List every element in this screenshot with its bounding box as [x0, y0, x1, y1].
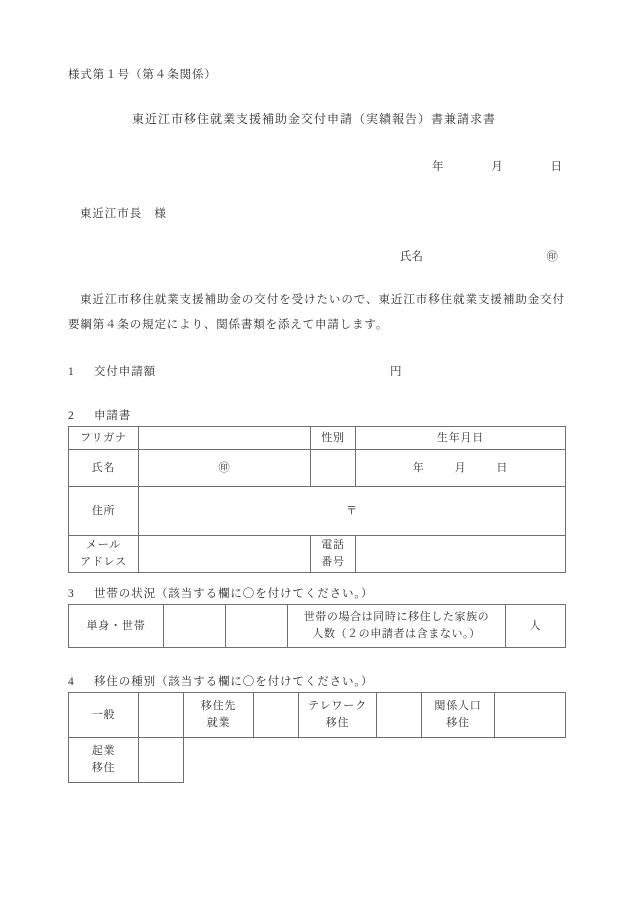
migration-option-relation-line1: 関係人口: [434, 700, 482, 712]
addressee: 東近江市長 様: [80, 208, 167, 220]
phone-label-line2: 番号: [321, 556, 345, 568]
migration-option-relation-checkbox[interactable]: [495, 693, 566, 738]
email-label-line2: アドレス: [80, 556, 127, 568]
date-year-label: 年: [432, 161, 444, 173]
migration-option-startup-line1: 起業: [91, 745, 116, 757]
section2-number: 2: [68, 410, 75, 422]
furigana-input[interactable]: [139, 427, 311, 450]
signature-label: 氏名: [400, 251, 423, 263]
address-label: 住所: [69, 487, 139, 536]
table-row: [69, 487, 566, 536]
migration-option-startup-line2: 移住: [91, 762, 116, 774]
table-row: [69, 738, 566, 783]
migration-option-general-checkbox[interactable]: [139, 693, 184, 738]
section3-number: 3: [68, 588, 75, 600]
gender-label: 性別: [311, 427, 356, 450]
email-label-line1: メール: [85, 539, 122, 551]
household-category-label: 単身・世帯: [69, 605, 164, 648]
section4-title: 移住の種別（該当する欄に〇を付けてください。）: [94, 676, 374, 688]
date-month-label: 月: [491, 161, 503, 173]
family-count-unit: 人: [529, 619, 542, 632]
birthdate-label: 生年月日: [356, 427, 566, 450]
table-row: [69, 693, 566, 738]
birth-year-label: 年: [412, 461, 425, 474]
name-label: 氏名: [69, 450, 139, 487]
signature-line: [400, 248, 558, 264]
migration-option-telework-line2: 移住: [325, 717, 350, 729]
single-checkbox[interactable]: [164, 605, 226, 648]
migration-option-general-label: [69, 693, 139, 738]
email-input[interactable]: [139, 536, 311, 573]
migration-table-empty-area: [184, 738, 566, 783]
phone-label-line1: 電話: [321, 539, 345, 551]
migration-option-telework-label: [299, 693, 377, 738]
form-number: 様式第１号（第４条関係）: [68, 69, 217, 81]
furigana-label: フリガナ: [69, 427, 139, 450]
table-row: [69, 450, 566, 487]
document-title: 東近江市移住就業支援補助金交付申請（実績報告）書兼請求書: [132, 112, 497, 126]
date-line: [432, 158, 562, 174]
migration-option-telework-checkbox[interactable]: [377, 693, 422, 738]
section2-title: 申請書: [94, 410, 132, 422]
phone-input[interactable]: [356, 536, 566, 573]
section4-heading: [68, 673, 373, 689]
birth-day-label: 日: [496, 461, 509, 474]
email-label: [69, 536, 139, 573]
postal-mark-icon: 〒: [346, 504, 358, 517]
migration-option-employment-line2: 就業: [206, 717, 231, 729]
section3-heading: [68, 585, 373, 601]
migration-type-table: [68, 692, 566, 783]
body-paragraph-text: 東近江市移住就業支援補助金の交付を受けたいので、東近江市移住就業支援補助金交付要綱第４条の規定により、関係書類を添えて申請します。: [68, 294, 565, 331]
birthdate-input[interactable]: [356, 450, 566, 487]
migration-option-general-line1: 一般: [91, 708, 116, 721]
body-paragraph: [68, 288, 565, 338]
seal-icon: ㊞: [218, 461, 231, 474]
section2-heading: [68, 407, 131, 423]
section1-amount-unit: 円: [390, 366, 403, 378]
household-description-line1: 世帯の場合は同時に移住した家族の: [303, 611, 490, 623]
family-count-input[interactable]: [506, 605, 566, 648]
table-row: [69, 427, 566, 450]
household-description-line2: 人数（２の申請者は含まない。）: [312, 628, 481, 640]
table-row: [69, 605, 566, 648]
household-checkbox[interactable]: [226, 605, 288, 648]
migration-option-employment-line1: 移住先: [200, 700, 237, 712]
migration-option-startup-label: [69, 738, 139, 783]
table-row: [69, 536, 566, 573]
household-description: [288, 605, 506, 648]
section1-title: 交付申請額: [94, 366, 156, 378]
phone-label: [311, 536, 356, 573]
migration-option-employment-checkbox[interactable]: [254, 693, 299, 738]
household-status-table: [68, 604, 566, 648]
name-input[interactable]: [139, 450, 311, 487]
section3-title: 世帯の状況（該当する欄に〇を付けてください。）: [94, 588, 374, 600]
birth-month-label: 月: [454, 461, 467, 474]
migration-option-relation-line2: 移住: [446, 717, 470, 729]
migration-option-telework-line1: テレワーク: [308, 700, 367, 712]
section1-number: 1: [68, 366, 75, 378]
migration-option-relation-label: [422, 693, 495, 738]
seal-icon: ㊞: [546, 251, 558, 263]
gender-input[interactable]: [311, 450, 356, 487]
applicant-table: [68, 426, 566, 573]
address-input[interactable]: [139, 487, 566, 536]
migration-option-employment-label: [184, 693, 254, 738]
section4-number: 4: [68, 676, 75, 688]
migration-option-startup-checkbox[interactable]: [139, 738, 184, 783]
date-day-label: 日: [550, 161, 562, 173]
section1-heading: [68, 363, 156, 379]
